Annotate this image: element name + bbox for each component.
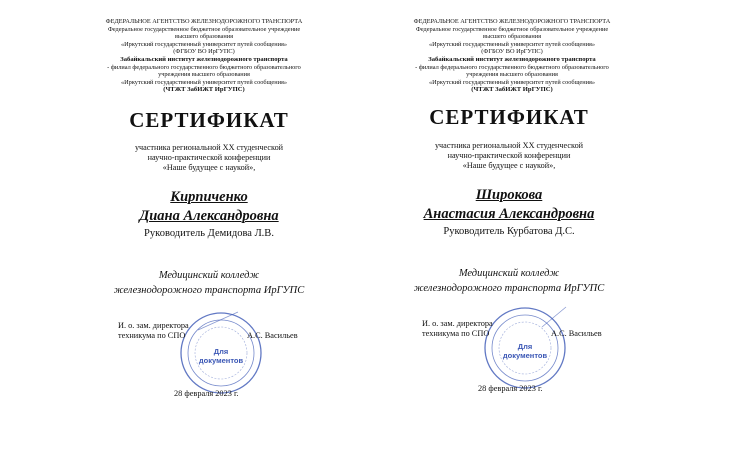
signer-name: А.С. Васильев bbox=[551, 329, 602, 338]
recipient-given-names: Анастасия Александровна bbox=[423, 206, 595, 222]
stamp-text-line: Для bbox=[213, 347, 229, 356]
header-line: «Иркутский государственный университет путей сообщения» bbox=[428, 78, 596, 86]
header-line: высшего образования bbox=[482, 33, 541, 41]
header-line: ФЕДЕРАЛЬНОЕ АГЕНТСТВО ЖЕЛЕЗНОДОРОЖНОГО ТРАНСПОРТА bbox=[413, 18, 611, 25]
signature-line: И. о. зам. директора bbox=[118, 321, 189, 330]
signer-name: А.С. Васильев bbox=[247, 331, 298, 340]
signature-title bbox=[422, 319, 493, 339]
college-line: Медицинский колледж bbox=[458, 268, 560, 279]
signature-line: техникума по СПО bbox=[422, 329, 490, 338]
recipient-name bbox=[79, 188, 339, 226]
certificate-right bbox=[375, 0, 750, 450]
stamp-text-line: документов bbox=[198, 356, 244, 365]
header-line: (ФГБОУ ВО ИрГУПС) bbox=[481, 48, 543, 56]
college-line: железнодорожного транспорта ИрГУПС bbox=[113, 285, 305, 296]
header-line: «Иркутский государственный университет путей сообщения» bbox=[120, 40, 288, 48]
header-line: (ЧТЖТ ЗабИЖТ ИрГУПС) bbox=[163, 86, 245, 94]
header-line: учреждения высшего образования bbox=[466, 71, 558, 79]
issue-date: 28 февраля 2023 г. bbox=[478, 384, 543, 393]
supervisor: Руководитель Курбатова Д.С. bbox=[443, 226, 575, 237]
certificate-title: СЕРТИФИКАТ bbox=[429, 105, 589, 129]
recipient-given-names: Диана Александровна bbox=[139, 208, 279, 224]
intro-block bbox=[79, 143, 339, 172]
header-line: (ЧТЖТ ЗабИЖТ ИрГУПС) bbox=[471, 86, 553, 94]
recipient-surname: Широкова bbox=[475, 187, 543, 203]
college-block bbox=[379, 266, 639, 296]
header-line: высшего образования bbox=[174, 33, 233, 41]
header-line: (ФГБОУ ВО ИрГУПС) bbox=[173, 48, 235, 56]
header-line: Федеральное государственное бюджетное образовательное учреждение bbox=[415, 25, 609, 33]
header-block bbox=[382, 18, 642, 94]
header-block bbox=[74, 18, 334, 94]
intro-block bbox=[379, 141, 639, 170]
signature-line: И. о. зам. директора bbox=[422, 319, 493, 328]
recipient-name bbox=[379, 186, 639, 224]
header-line: Федеральное государственное бюджетное образовательное учреждение bbox=[107, 25, 301, 33]
header-line: - филиал федерального государственного бюджетного образовательного bbox=[107, 63, 301, 71]
stamp-seal bbox=[482, 305, 568, 391]
issue-date: 28 февраля 2023 г. bbox=[174, 389, 239, 398]
header-line: - филиал федерального государственного бюджетного образовательного bbox=[415, 63, 609, 71]
intro-line: научно-практической конференции bbox=[147, 152, 271, 162]
intro-line: «Наше будущее с наукой», bbox=[162, 162, 256, 172]
stamp-text-line: Для bbox=[517, 342, 533, 351]
recipient-surname: Кирпиченко bbox=[170, 189, 248, 205]
header-line: Забайкальский институт железнодорожного транспорта bbox=[120, 55, 288, 63]
header-line: «Иркутский государственный университет путей сообщения» bbox=[428, 40, 596, 48]
intro-line: участника региональной XX студенческой bbox=[434, 141, 584, 150]
signature-title bbox=[118, 321, 189, 341]
header-line: «Иркутский государственный университет путей сообщения» bbox=[120, 78, 288, 86]
intro-line: участника региональной XX студенческой bbox=[134, 143, 284, 152]
supervisor: Руководитель Демидова Л.В. bbox=[144, 228, 274, 239]
stamp-text-line: документов bbox=[502, 351, 548, 360]
college-line: Медицинский колледж bbox=[158, 270, 260, 281]
header-line: учреждения высшего образования bbox=[158, 71, 250, 79]
intro-line: «Наше будущее с наукой», bbox=[462, 160, 556, 170]
header-line: Забайкальский институт железнодорожного транспорта bbox=[428, 55, 596, 63]
intro-line: научно-практической конференции bbox=[447, 150, 571, 160]
stamp-seal bbox=[178, 310, 264, 396]
signature-line: техникума по СПО bbox=[118, 331, 186, 340]
certificate-title: СЕРТИФИКАТ bbox=[129, 108, 289, 132]
header-line: ФЕДЕРАЛЬНОЕ АГЕНТСТВО ЖЕЛЕЗНОДОРОЖНОГО ТРАНСПОРТА bbox=[105, 18, 303, 25]
college-line: железнодорожного транспорта ИрГУПС bbox=[413, 283, 605, 294]
college-block bbox=[79, 268, 339, 298]
